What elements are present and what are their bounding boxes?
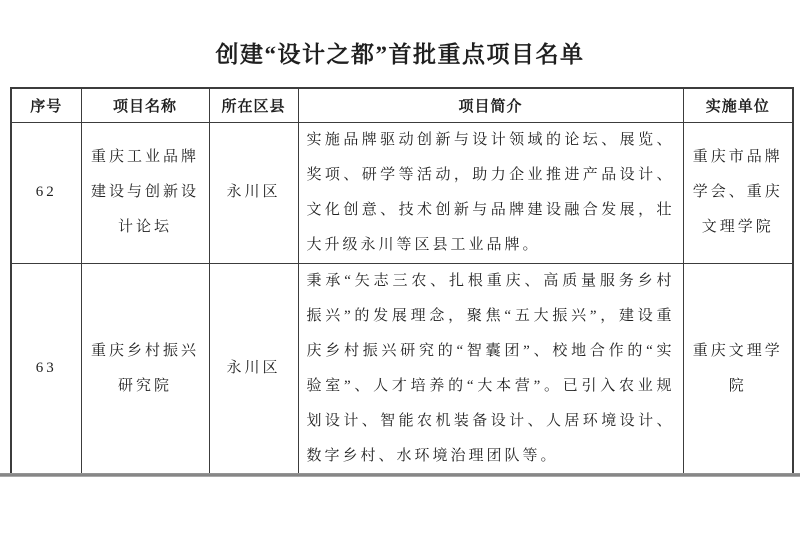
column-header-unit: 实施单位 <box>683 88 793 122</box>
cell-serial-number: 63 <box>11 263 81 475</box>
cell-project-name: 重庆工业品牌建设与创新设计论坛 <box>81 122 209 263</box>
cell-implementing-unit: 重庆文理学院 <box>683 263 793 475</box>
page-bottom-divider <box>0 473 800 477</box>
cell-project-description: 秉承“矢志三农、扎根重庆、高质量服务乡村振兴”的发展理念，聚焦“五大振兴”，建设重庆乡村振兴研究的“智囊团”、校地合作的“实验室”、人才培养的“大本营”。已引入农业规划设计、智能农机装备设计、人居环境设计、数字乡村、水环境治理团队等。 <box>298 263 683 475</box>
cell-project-name: 重庆乡村振兴研究院 <box>81 263 209 475</box>
document-title: 创建“设计之都”首批重点项目名单 <box>215 42 585 67</box>
column-header-serial: 序号 <box>11 88 81 122</box>
table-row <box>11 263 793 475</box>
cell-serial-number: 62 <box>11 122 81 263</box>
column-header-project-name: 项目名称 <box>81 88 209 122</box>
cell-implementing-unit: 重庆市品牌学会、重庆文理学院 <box>683 122 793 263</box>
projects-table <box>10 87 794 476</box>
cell-district: 永川区 <box>209 122 298 263</box>
column-header-description: 项目简介 <box>298 88 683 122</box>
cell-district: 永川区 <box>209 263 298 475</box>
table-row <box>11 122 793 263</box>
header-row <box>11 88 793 122</box>
column-header-district: 所在区县 <box>209 88 298 122</box>
cell-project-description: 实施品牌驱动创新与设计领域的论坛、展览、奖项、研学等活动，助力企业推进产品设计、文化创意、技术创新与品牌建设融合发展，壮大升级永川等区县工业品牌。 <box>298 122 683 263</box>
